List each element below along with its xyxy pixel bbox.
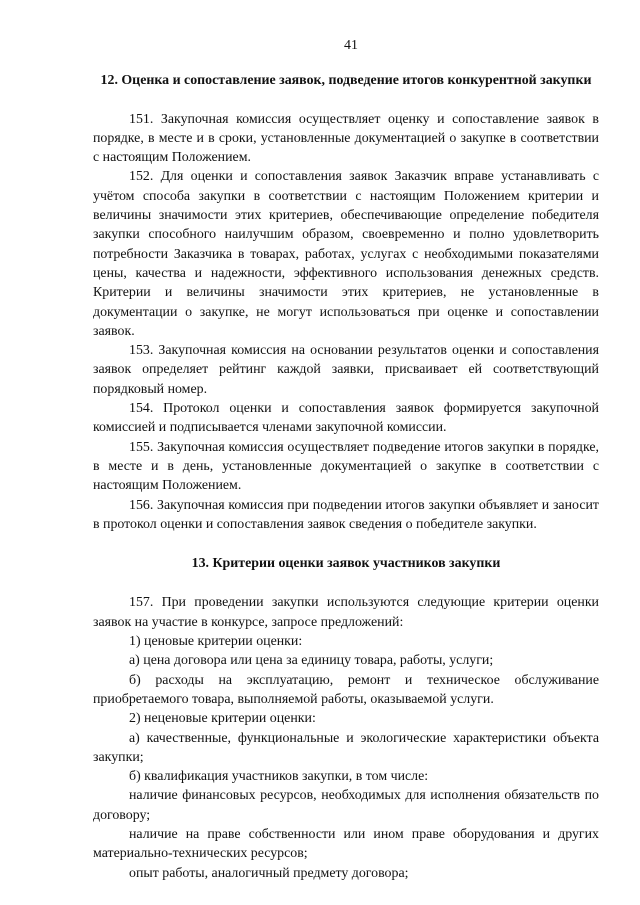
list-item-quality-characteristics: а) качественные, функциональные и экологические характеристики объекта закупки; (93, 730, 599, 765)
list-item-work-experience: опыт работы, аналогичный предмету договора; (129, 865, 409, 881)
page-number: 41 (344, 38, 358, 53)
list-item-equipment-resources: наличие на праве собственности или ином праве оборудования и других материально-технических ресурсов; (93, 826, 599, 862)
paragraph-151: 151. Закупочная комиссия осуществляет оценку и сопоставление заявок в порядке, в месте и в сроки, установленные документацией о закупке в соответствии с настоящим Положением. (93, 111, 599, 166)
paragraph-154: 154. Протокол оценки и сопоставления заявок формируется закупочной комиссией и подписывается членами закупочной комиссии. (93, 401, 599, 436)
list-item-contract-price: а) цена договора или цена за единицу товара, работы, услуги; (129, 653, 494, 669)
paragraph-155: 155. Закупочная комиссия осуществляет подведение итогов закупки в порядке, в месте и в день, установленные документацией о закупке в соответствии с настоящим Положением. (93, 439, 599, 494)
list-item-participant-qualification: б) квалификация участников закупки, в том числе: (129, 769, 429, 785)
section-12-heading: 12. Оценка и сопоставление заявок, подведение итогов конкурентной закупки (100, 73, 592, 89)
list-item-non-price-criteria: 2) неценовые критерии оценки: (129, 711, 316, 727)
list-item-financial-resources: наличие финансовых ресурсов, необходимых для исполнения обязательств по договору; (93, 788, 599, 823)
document-page (93, 36, 599, 883)
section-13-heading: 13. Критерии оценки заявок участников закупки (191, 556, 501, 572)
list-item-operating-costs: б) расходы на эксплуатацию, ремонт и техническое обслуживание приобретаемого товара, выполняемой работы, оказываемой услуги. (93, 672, 599, 707)
paragraph-156: 156. Закупочная комиссия при подведении итогов закупки объявляет и заносит в протокол оценки и сопоставления заявок сведения о победителе закупки. (93, 497, 599, 532)
paragraph-153: 153. Закупочная комиссия на основании результатов оценки и сопоставления заявок определяет рейтинг каждой заявки, присваивает ей соответствующий порядковый номер. (93, 343, 599, 397)
paragraph-152: 152. Для оценки и сопоставления заявок Заказчик вправе устанавливать с учётом способа закупки в соответствии с настоящим Положением критерии и величины значимости этих критериев, обеспечивающие определение победителя закупки способного наилучшим образом, своевременно и полно удовлетворить потребности Заказчика в товарах, работах, услугах с необходимыми показателями цены, качества и надежности, эффективного использования денежных средств. Критерии и величины значимости этих критериев, не установленные в документации о закупке, не могут использоваться при оценке и сопоставлении заявок. (93, 169, 599, 339)
list-item-price-criteria: 1) ценовые критерии оценки: (129, 634, 303, 650)
paragraph-157: 157. При проведении закупки используются следующие критерии оценки заявок на участие в конкурсе, запросе предложений: (93, 595, 599, 630)
